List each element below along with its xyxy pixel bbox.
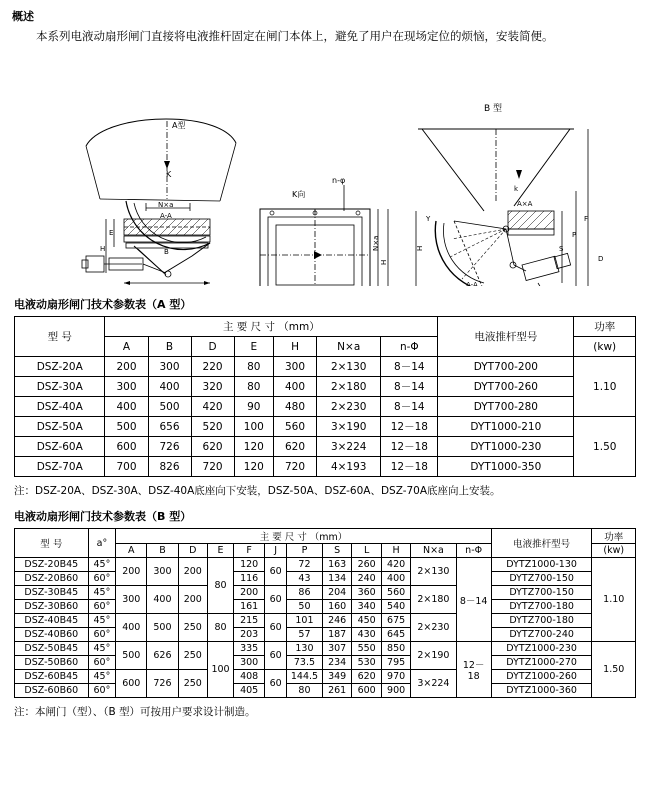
cell-s: 234 (322, 656, 351, 670)
cell-angle: 60° (88, 684, 116, 698)
cell-pusher: DYTZ1000-270 (491, 656, 592, 670)
cell-b: 726 (147, 670, 178, 698)
cell-l: 550 (352, 642, 381, 656)
cell-h: 720 (274, 457, 317, 477)
svg-text:H: H (416, 245, 424, 252)
cell-model: DSZ-70A (15, 457, 105, 477)
table-row (15, 529, 636, 544)
cell-a: 500 (105, 417, 148, 437)
table-row (15, 656, 636, 670)
cell-p: 144.5 (287, 670, 323, 684)
th-angle: a° (88, 529, 116, 558)
page-title: 概述 (12, 10, 34, 23)
cell-f: 200 (234, 586, 265, 600)
th-E: E (208, 544, 234, 558)
table-row (15, 377, 636, 397)
cell-angle: 60° (88, 572, 116, 586)
table-b (14, 528, 636, 698)
cell-f: 116 (234, 572, 265, 586)
svg-text:H: H (380, 259, 388, 266)
cell-p: 72 (287, 558, 323, 572)
svg-text:A型: A型 (172, 121, 186, 131)
th-E: E (234, 337, 273, 357)
cell-pusher: DYT1000-230 (438, 437, 574, 457)
svg-text:D (164, 285, 169, 286)
cell-nphi: 8－14 (381, 377, 438, 397)
th-L: L (352, 544, 381, 558)
cell-b: 626 (147, 642, 178, 670)
th-J: J (265, 544, 287, 558)
table-row (15, 558, 636, 572)
cell-b: 656 (148, 417, 191, 437)
cell-nxa: 2×180 (317, 377, 381, 397)
cell-d: 420 (191, 397, 234, 417)
cell-nphi: 12－18 (381, 417, 438, 437)
cell-d: 620 (191, 437, 234, 457)
svg-text:A-A: A-A (160, 212, 172, 221)
cell-p: 57 (287, 628, 323, 642)
cell-a: 500 (116, 642, 147, 670)
cell-pusher: DYT1000-210 (438, 417, 574, 437)
cell-model: DSZ-20B60 (15, 572, 89, 586)
cell-s: 261 (322, 684, 351, 698)
cell-angle: 45° (88, 586, 116, 600)
cell-e: 80 (208, 614, 234, 642)
cell-nphi: 12－18 (381, 437, 438, 457)
cell-a: 300 (105, 377, 148, 397)
cell-h: 795 (381, 656, 410, 670)
diagram-svg (14, 51, 636, 286)
table-row (15, 317, 636, 337)
cell-d: 720 (191, 457, 234, 477)
svg-text:F: F (584, 215, 589, 224)
th-main-dims: 主 要 尺 寸 （mm） (105, 317, 438, 337)
cell-nxa: 2×230 (411, 614, 456, 642)
th-B: B (148, 337, 191, 357)
cell-s: 307 (322, 642, 351, 656)
table-row (15, 600, 636, 614)
cell-j: 60 (265, 670, 287, 698)
cell-h: 400 (381, 572, 410, 586)
th-nphi: n-Φ (456, 544, 491, 558)
cell-p: 101 (287, 614, 323, 628)
cell-e: 80 (234, 377, 273, 397)
cell-b: 500 (147, 614, 178, 642)
cell-power: 1.10 (592, 558, 636, 642)
cell-model: DSZ-30A (15, 377, 105, 397)
cell-model: DSZ-60B45 (15, 670, 89, 684)
table-row (15, 437, 636, 457)
table-row (15, 642, 636, 656)
cell-s: 134 (322, 572, 351, 586)
th-pusher: 电液推杆型号 (491, 529, 592, 558)
cell-model: DSZ-30B60 (15, 600, 89, 614)
svg-text:D: D (598, 255, 604, 264)
cell-p: 130 (287, 642, 323, 656)
table-row (15, 572, 636, 586)
cell-s: 349 (322, 670, 351, 684)
cell-l: 530 (352, 656, 381, 670)
cell-d: 200 (178, 586, 207, 614)
cell-p: 86 (287, 586, 323, 600)
cell-model: DSZ-30B45 (15, 586, 89, 600)
cell-pusher: DYTZ700-240 (491, 628, 592, 642)
cell-b: 500 (148, 397, 191, 417)
cell-p: 43 (287, 572, 323, 586)
cell-h: 850 (381, 642, 410, 656)
svg-text:S: S (559, 245, 564, 254)
cell-d: 320 (191, 377, 234, 397)
cell-pusher: DYTZ700-150 (491, 586, 592, 600)
cell-nxa: 4×193 (317, 457, 381, 477)
cell-angle: 60° (88, 600, 116, 614)
cell-nxa: 2×190 (411, 642, 456, 670)
cell-nphi: 8－14 (456, 558, 491, 642)
intro-paragraph: 本系列电液动扇形闸门直接将电液推杆固定在闸门本体上，避免了用户在现场定位的烦恼，安装简便。 (36, 29, 554, 43)
table-row (15, 586, 636, 600)
cell-p: 50 (287, 600, 323, 614)
th-F: F (234, 544, 265, 558)
th-power: 功率 (592, 529, 636, 544)
cell-b: 400 (147, 586, 178, 614)
cell-s: 246 (322, 614, 351, 628)
svg-text:N×a: N×a (372, 235, 380, 252)
cell-l: 340 (352, 600, 381, 614)
table-b-note: 注：本闸门（型）、（B 型）可按用户要求设计制造。 (14, 706, 256, 719)
th-power-unit: (kw) (574, 337, 636, 357)
cell-angle: 45° (88, 614, 116, 628)
svg-text:A-A: A-A (466, 281, 478, 287)
table-row (15, 417, 636, 437)
cell-pusher: DYT700-280 (438, 397, 574, 417)
cell-f: 300 (234, 656, 265, 670)
th-main-dims: 主 要 尺 寸 （mm） (116, 529, 492, 544)
cell-f: 335 (234, 642, 265, 656)
cell-l: 240 (352, 572, 381, 586)
cell-e: 80 (234, 357, 273, 377)
cell-model: DSZ-50B45 (15, 642, 89, 656)
th-pusher: 电液推杆型号 (438, 317, 574, 357)
cell-s: 204 (322, 586, 351, 600)
cell-s: 163 (322, 558, 351, 572)
cell-d: 250 (178, 642, 207, 670)
cell-pusher: DYTZ1000-230 (491, 642, 592, 656)
cell-nxa: 2×130 (317, 357, 381, 377)
cell-angle: 45° (88, 642, 116, 656)
table-a (14, 316, 636, 477)
cell-a: 300 (116, 586, 147, 614)
cell-e: 100 (208, 642, 234, 698)
cell-a: 200 (116, 558, 147, 586)
cell-nphi: 8－14 (381, 397, 438, 417)
th-H: H (381, 544, 410, 558)
cell-d: 220 (191, 357, 234, 377)
cell-pusher: DYTZ1000-360 (491, 684, 592, 698)
cell-pusher: DYTZ700-180 (491, 614, 592, 628)
cell-model: DSZ-60A (15, 437, 105, 457)
table-b-title: 电液动扇形闸门技术参数表（B 型） (14, 510, 192, 524)
cell-l: 620 (352, 670, 381, 684)
cell-nxa: 3×190 (317, 417, 381, 437)
cell-j: 60 (265, 586, 287, 614)
cell-model: DSZ-50A (15, 417, 105, 437)
cell-nphi: 12－18 (456, 642, 491, 698)
svg-text:H: H (100, 245, 106, 254)
th-power-unit: (kw) (592, 544, 636, 558)
th-S: S (322, 544, 351, 558)
cell-b: 826 (148, 457, 191, 477)
cell-model: DSZ-40B45 (15, 614, 89, 628)
cell-angle: 60° (88, 656, 116, 670)
cell-s: 187 (322, 628, 351, 642)
th-power: 功率 (574, 317, 636, 337)
table-row (15, 457, 636, 477)
cell-l: 450 (352, 614, 381, 628)
table-row (15, 670, 636, 684)
cell-j: 60 (265, 642, 287, 670)
th-model: 型 号 (15, 529, 89, 558)
cell-power: 1.50 (592, 642, 636, 698)
cell-model: DSZ-50B60 (15, 656, 89, 670)
cell-b: 300 (148, 357, 191, 377)
svg-text:K向: K向 (292, 190, 306, 200)
cell-e: 80 (208, 558, 234, 614)
cell-nphi: 8－14 (381, 357, 438, 377)
cell-a: 400 (105, 397, 148, 417)
svg-text:k: k (514, 185, 519, 194)
th-D: D (178, 544, 207, 558)
cell-pusher: DYT1000-350 (438, 457, 574, 477)
cell-b: 726 (148, 437, 191, 457)
cell-angle: 60° (88, 628, 116, 642)
cell-model: DSZ-40A (15, 397, 105, 417)
table-a-title: 电液动扇形闸门技术参数表（A 型） (14, 298, 192, 312)
cell-h: 400 (274, 377, 317, 397)
cell-e: 120 (234, 437, 273, 457)
cell-d: 200 (178, 558, 207, 586)
cell-h: 645 (381, 628, 410, 642)
cell-model: DSZ-20A (15, 357, 105, 377)
cell-h: 560 (381, 586, 410, 600)
th-Nxa: N×a (411, 544, 456, 558)
product-diagram (14, 51, 636, 286)
cell-f: 161 (234, 600, 265, 614)
table-row (15, 684, 636, 698)
cell-pusher: DYTZ700-180 (491, 600, 592, 614)
cell-p: 73.5 (287, 656, 323, 670)
svg-text:B 型: B 型 (484, 104, 503, 115)
cell-e: 90 (234, 397, 273, 417)
cell-nphi: 12－18 (381, 457, 438, 477)
cell-angle: 45° (88, 670, 116, 684)
svg-text:n-φ: n-φ (332, 176, 346, 186)
table-row (15, 614, 636, 628)
cell-pusher: DYTZ700-150 (491, 572, 592, 586)
cell-h: 900 (381, 684, 410, 698)
cell-f: 203 (234, 628, 265, 642)
cell-pusher: DYT700-200 (438, 357, 574, 377)
cell-nxa: 2×130 (411, 558, 456, 586)
cell-l: 260 (352, 558, 381, 572)
cell-h: 480 (274, 397, 317, 417)
cell-angle: 45° (88, 558, 116, 572)
cell-f: 408 (234, 670, 265, 684)
cell-power: 1.50 (574, 417, 636, 477)
table-row (15, 628, 636, 642)
cell-f: 215 (234, 614, 265, 628)
cell-pusher: DYTZ1000-260 (491, 670, 592, 684)
th-A: A (116, 544, 147, 558)
cell-power: 1.10 (574, 357, 636, 417)
cell-h: 300 (274, 357, 317, 377)
cell-h: 560 (274, 417, 317, 437)
svg-text:K: K (166, 170, 172, 180)
cell-b: 300 (147, 558, 178, 586)
cell-pusher: DYT700-260 (438, 377, 574, 397)
cell-h: 540 (381, 600, 410, 614)
cell-j: 60 (265, 558, 287, 586)
cell-a: 600 (105, 437, 148, 457)
cell-a: 400 (116, 614, 147, 642)
cell-b: 400 (148, 377, 191, 397)
cell-h: 970 (381, 670, 410, 684)
cell-nxa: 2×230 (317, 397, 381, 417)
svg-text:B: B (164, 248, 169, 257)
cell-h: 620 (274, 437, 317, 457)
cell-s: 160 (322, 600, 351, 614)
cell-d: 250 (178, 614, 207, 642)
th-Nxa: N×a (317, 337, 381, 357)
svg-text:A×A: A×A (517, 200, 533, 209)
cell-nxa: 3×224 (411, 670, 456, 698)
cell-a: 700 (105, 457, 148, 477)
page (0, 8, 650, 800)
cell-a: 600 (116, 670, 147, 698)
th-nphi: n-Φ (381, 337, 438, 357)
svg-text:E: E (109, 229, 114, 238)
cell-model: DSZ-60B60 (15, 684, 89, 698)
cell-model: DSZ-40B60 (15, 628, 89, 642)
cell-model: DSZ-20B45 (15, 558, 89, 572)
cell-nxa: 3×224 (317, 437, 381, 457)
cell-pusher: DYTZ1000-130 (491, 558, 592, 572)
cell-nxa: 2×180 (411, 586, 456, 614)
cell-d: 250 (178, 670, 207, 698)
table-a-note: 注：DSZ-20A、DSZ-30A、DSZ-40A底座向下安装，DSZ-50A、DSZ-60A、DSZ-70A底座向上安装。 (14, 485, 501, 498)
th-P: P (287, 544, 323, 558)
cell-j: 60 (265, 614, 287, 642)
th-model: 型 号 (15, 317, 105, 357)
cell-a: 200 (105, 357, 148, 377)
cell-f: 405 (234, 684, 265, 698)
th-B: B (147, 544, 178, 558)
cell-h: 675 (381, 614, 410, 628)
cell-l: 430 (352, 628, 381, 642)
cell-f: 120 (234, 558, 265, 572)
th-H: H (274, 337, 317, 357)
cell-l: 600 (352, 684, 381, 698)
th-A: A (105, 337, 148, 357)
table-row (15, 357, 636, 377)
cell-p: 80 (287, 684, 323, 698)
cell-d: 520 (191, 417, 234, 437)
table-row (15, 397, 636, 417)
svg-text:P: P (572, 231, 577, 240)
svg-text:Y: Y (426, 215, 431, 224)
cell-e: 100 (234, 417, 273, 437)
cell-h: 420 (381, 558, 410, 572)
cell-l: 360 (352, 586, 381, 600)
cell-e: 120 (234, 457, 273, 477)
th-D: D (191, 337, 234, 357)
svg-text:N×a: N×a (158, 201, 174, 210)
